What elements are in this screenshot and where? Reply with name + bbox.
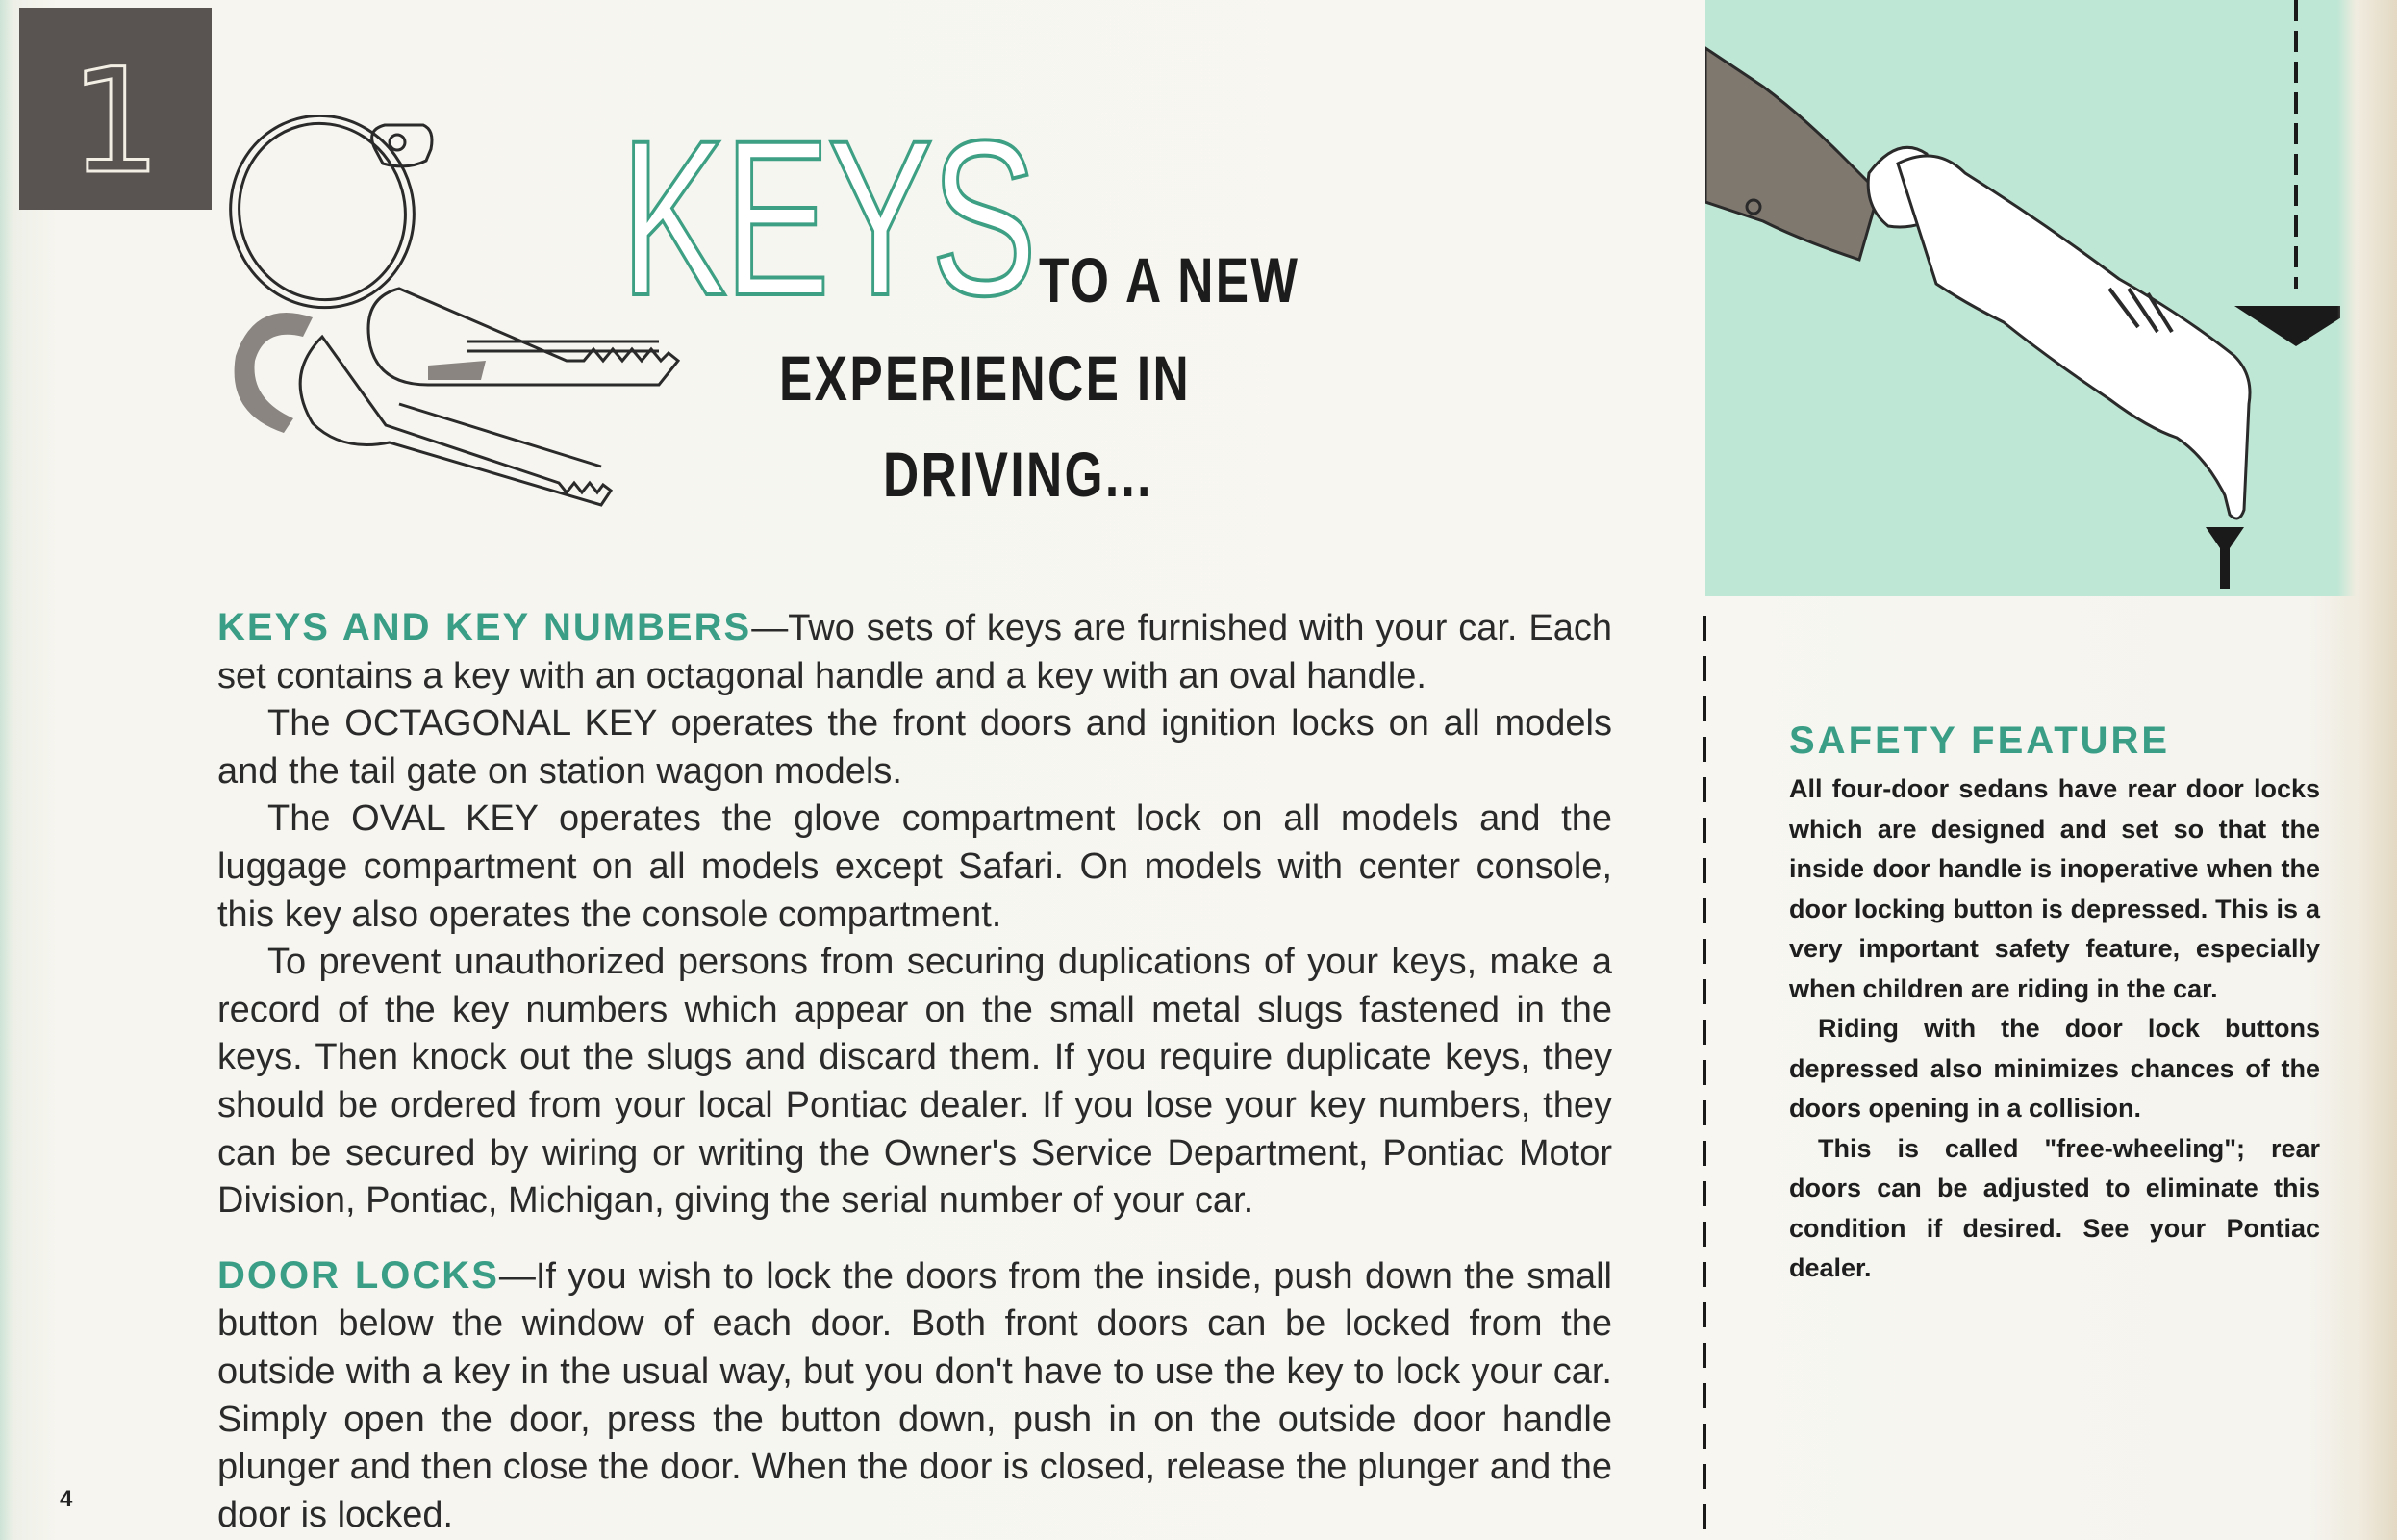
keys-paragraph-1 [217, 604, 1612, 700]
keys-intro-text: —Two sets of keys are furnished with your car. Each set contains a key with an octagonal handle and a key with an oval handle. [217, 608, 1612, 696]
title-keys: KEYS [620, 94, 1035, 341]
keys-paragraph-2: The OCTAGONAL KEY operates the front doors and ignition locks on all models and the tail gate on station wagon models. [217, 703, 1612, 792]
heading-line-2: EXPERIENCE IN [779, 342, 1192, 414]
chapter-number: 1 [69, 38, 162, 206]
page-number: 4 [60, 1486, 73, 1512]
chapter-tab [19, 8, 212, 210]
safety-feature-text [1789, 770, 2320, 1289]
door-locks-text: —If you wish to lock the doors from the inside, push down the small button below the window of each door. Both front doors can be locked from the outside with a key in the usual way, but you don't have to use the key to lock your car. Simply open the door, press the button down, push in on the outside door handle plunger and then close the door. When the door is closed, release the plunger and the door is locked. [217, 1255, 1612, 1535]
main-text-column [217, 604, 1612, 1539]
door-locks-paragraph [217, 1252, 1612, 1540]
section-title-door-locks: DOOR LOCKS [217, 1253, 499, 1297]
keys-paragraph-3: The OVAL KEY operates the glove compartment lock on all models and the luggage compartment on all models except Safari. On models with center console, this key also operates the console compartment. [217, 798, 1612, 935]
section-title-keys: KEYS AND KEY NUMBERS [217, 606, 752, 648]
safety-paragraph-1: All four-door sedans have rear door locks which are designed and set so that the inside door handle is inoperative when the door locking button is depressed. This is a very important safety feature, especially when children are riding in the car. [1789, 774, 2320, 1003]
heading-line-1: TO A NEW [1039, 244, 1300, 316]
safety-paragraph-3: This is called "free-wheeling"; rear doors can be adjusted to eliminate this condition if desired. See your Pontiac dealer. [1789, 1133, 2320, 1282]
hand-pressing-button-illustration [1705, 0, 2340, 596]
heading-line-3: DRIVING... [883, 439, 1153, 510]
dashed-divider [1703, 616, 1706, 1529]
keys-paragraph-4: To prevent unauthorized persons from securing duplications of your keys, make a record of the key numbers which appear on the small metal slugs fastened in the keys. Then knock out the slugs and discard them. If you require duplicate keys, they should be ordered from your local Pontiac dealer. If you lose your key numbers, they can be secured by wiring or writing the Owner's Service Department, Pontiac Motor Division, Pontiac, Michigan, giving the serial number of your car. [217, 942, 1612, 1222]
safety-paragraph-2: Riding with the door lock buttons depressed also minimizes chances of the doors opening in a collision. [1789, 1014, 2320, 1123]
safety-feature-title: SAFETY FEATURE [1789, 720, 2171, 762]
page-edge-shadow [2337, 0, 2397, 1540]
